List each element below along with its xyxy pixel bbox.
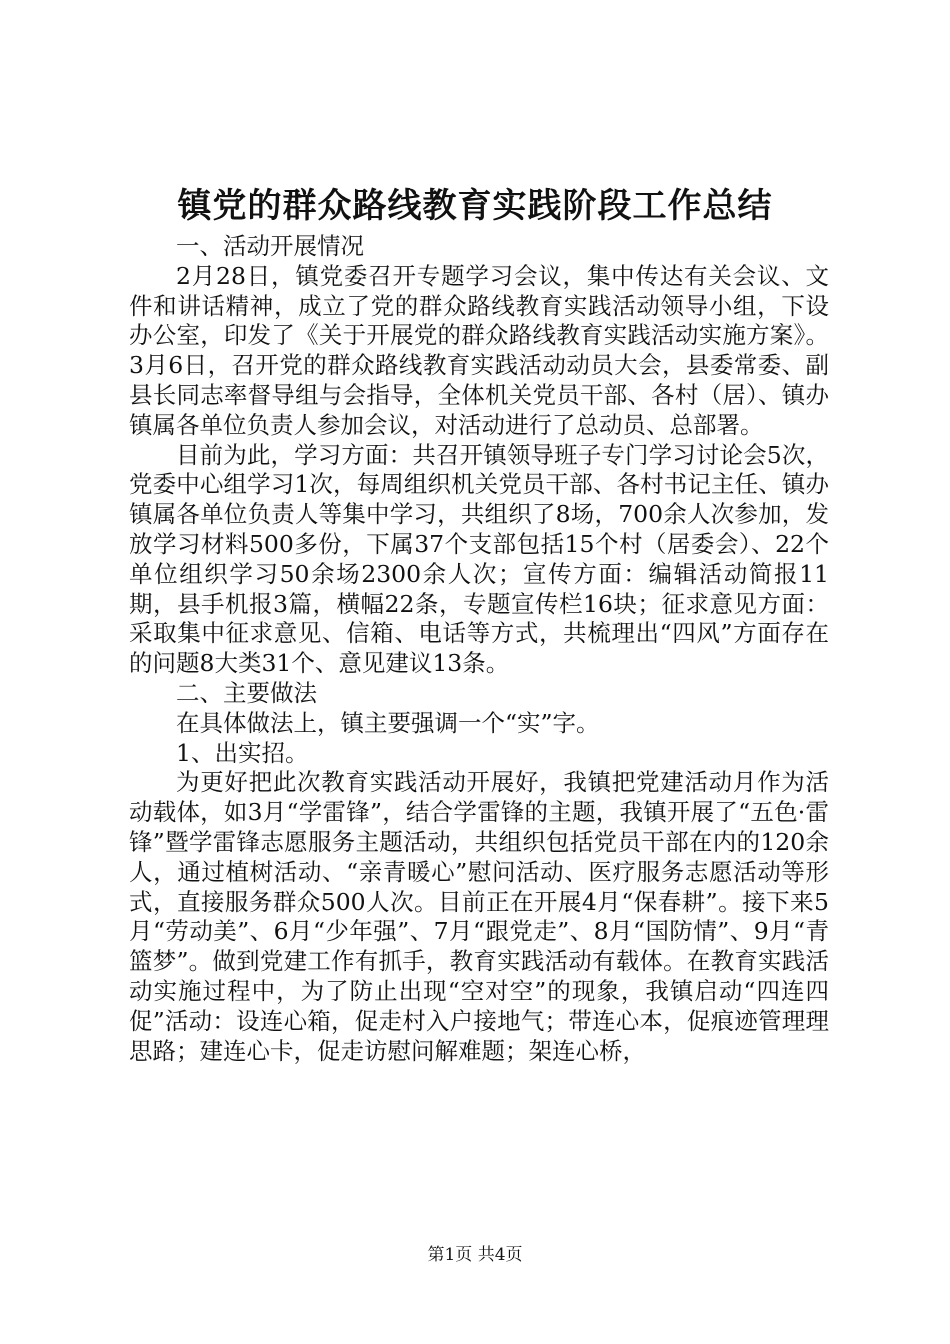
body-paragraph: 为更好把此次教育实践活动开展好，我镇把党建活动月作为活动载体，如3月“学雷锋”，结合学雷锋的主题，我镇开展了“五色·雷锋”暨学雷锋志愿服务主题活动，共组织包括党员干部在内的120余人，通过植树活动、“亲青暖心”慰问活动、医疗服务志愿活动等形式，直接服务群众500人次。目前正在开展4月“保春耕”。接下来5月“劳动美”、6月“少年强”、7月“跟党走”、8月“国防情”、9月“青篮梦”。做到党建工作有抓手，教育实践活动有载体。在教育实践活动实施过程中，为了防止出现“空对空”的现象，我镇启动“四连四促”活动：设连心箱，促走村入户接地气；带连心本，促痕迹管理理思路；建连心卡，促走访慰问解难题；架连心桥，: [129, 768, 829, 1065]
section-heading-1: 一、活动开展情况: [176, 232, 364, 260]
subsection-heading: 1、出实招。: [176, 738, 309, 767]
page-footer: 第1页 共4页: [427, 1245, 523, 1265]
body-paragraph: 目前为此，学习方面：共召开镇领导班子专门学习讨论会5次，党委中心组学习1次，每周组织机关党员干部、各村书记主任、镇办镇属各单位负责人等集中学习，共组织了8场，700余人次参加，发放学习材料500多份，下属37个支部包括15个村（居委会）、22个单位组织学习50余场2300余人次；宣传方面：编辑活动简报11期，县手机报3篇，横幅22条，专题宣传栏16块；征求意见方面：采取集中征求意见、信箱、电话等方式，共梳理出“四风”方面存在的问题8大类31个、意见建议13条。: [129, 440, 829, 678]
document-title: 镇党的群众路线教育实践阶段工作总结: [177, 186, 773, 226]
body-paragraph: 在具体做法上，镇主要强调一个“实”字。: [176, 708, 600, 737]
section-heading-2: 二、主要做法: [176, 678, 317, 707]
document-body: [129, 232, 829, 1066]
body-paragraph: 2月28日，镇党委召开专题学习会议，集中传达有关会议、文件和讲话精神，成立了党的群众路线教育实践活动领导小组，下设办公室，印发了《关于开展党的群众路线教育实践活动实施方案》。3月6日，召开党的群众路线教育实践活动动员大会，县委常委、副县长同志率督导组与会指导，全体机关党员干部、各村（居）、镇办镇属各单位负责人参加会议，对活动进行了总动员、总部署。: [129, 261, 829, 439]
